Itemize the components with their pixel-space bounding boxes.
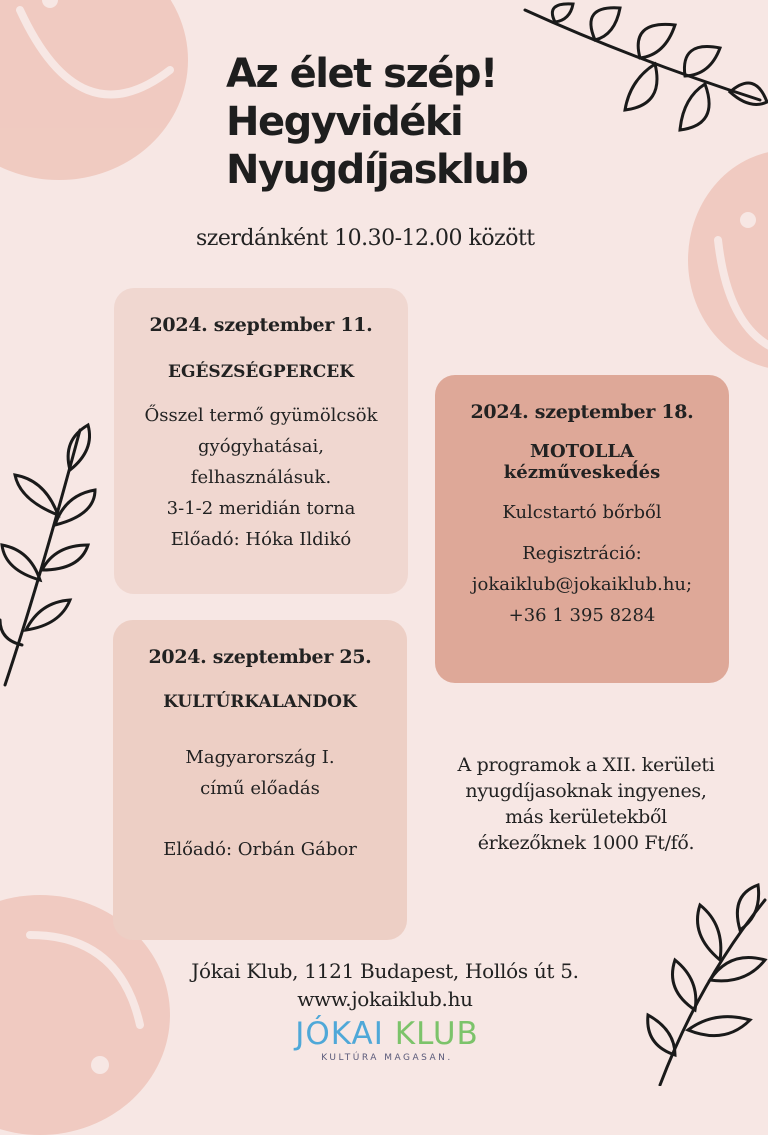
event-description-line: Magyarország I. [185, 747, 335, 768]
pricing-note-line: más kerületekből [505, 806, 667, 828]
event-description-line: gyógyhatásai, [198, 436, 324, 457]
pricing-note-line: érkezőknek 1000 Ft/fő. [477, 832, 695, 854]
page-title [226, 50, 646, 194]
footer [100, 957, 670, 1013]
event-date: 2024. szeptember 11. [149, 314, 373, 336]
event-description-line: Ősszel termő gyümölcsök [144, 405, 378, 426]
event-description-line: felhasználásuk. [190, 467, 332, 488]
registration-label: Regisztráció: [522, 543, 642, 564]
event-heading: MOTOLLA [530, 441, 634, 462]
event-topic: Kulcstartó bőrből [502, 502, 662, 523]
title-line-3: Nyugdíjasklub [226, 147, 528, 193]
title-line-1: Az élet szép! [226, 51, 497, 97]
event-speaker: Előadó: Hóka Ildikó [170, 529, 352, 550]
pricing-note-line: nyugdíjasoknak ingyenes, [465, 780, 707, 802]
pricing-note [436, 752, 736, 856]
website-link[interactable]: www.jokaiklub.hu [297, 987, 473, 1011]
registration-email-link[interactable]: jokaiklub@jokaiklub.hu; [471, 574, 693, 595]
logo-tagline: KULTÚRA MAGASAN. [321, 1053, 453, 1063]
jokai-klub-logo [282, 1017, 492, 1063]
event-date: 2024. szeptember 25. [148, 646, 372, 668]
event-subheading: kézművesked́és [503, 462, 661, 483]
logo-word-klub: KLUB [394, 1016, 479, 1052]
venue-address: Jókai Klub, 1121 Budapest, Hollós út 5. [191, 959, 579, 983]
leaf-branch-left-icon [0, 420, 100, 690]
event-card-sept-25 [113, 620, 407, 940]
event-heading: EGÉSZSÉGPERCEK [167, 362, 354, 382]
event-date: 2024. szeptember 18. [470, 401, 694, 423]
logo-word-jokai: JÓKAI [295, 1016, 384, 1052]
title-line-2: Hegyvidéki [226, 99, 463, 145]
schedule-subtitle: szerdánként 10.30-12.00 között [196, 226, 535, 251]
event-card-sept-11 [114, 288, 408, 594]
event-description-line: című előadás [200, 778, 320, 799]
event-speaker: Előadó: Orbán Gábor [163, 839, 357, 860]
smiley-decoration-top-left [0, 0, 188, 180]
smiley-decoration-right [688, 150, 768, 370]
event-heading: KULTÚRKALANDOK [163, 692, 357, 712]
pricing-note-line: A programok a XII. kerületi [457, 754, 715, 776]
registration-phone[interactable]: +36 1 395 8284 [508, 605, 656, 626]
event-card-sept-18 [435, 375, 729, 683]
event-description-line: 3-1-2 meridián torna [166, 498, 356, 519]
